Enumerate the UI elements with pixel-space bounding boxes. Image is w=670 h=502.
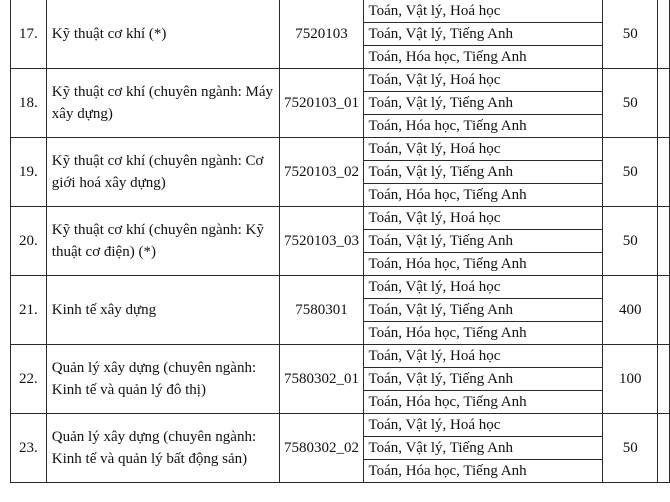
major-code: 7520103_01 bbox=[279, 69, 364, 138]
table-row bbox=[11, 0, 670, 23]
major-code: 7520103_02 bbox=[279, 138, 364, 207]
admission-quota: 50 bbox=[603, 69, 658, 138]
subject-combination: Toán, Hóa học, Tiếng Anh bbox=[364, 115, 603, 138]
admissions-table bbox=[10, 0, 670, 483]
admission-quota: 50 bbox=[603, 0, 658, 69]
empty-column-cell bbox=[658, 345, 670, 414]
subject-combination: Toán, Hóa học, Tiếng Anh bbox=[364, 253, 603, 276]
subject-combination: Toán, Vật lý, Hoá học bbox=[364, 69, 603, 92]
major-code: 7520103_03 bbox=[279, 207, 364, 276]
row-number: 18. bbox=[11, 69, 47, 138]
empty-column-cell bbox=[658, 0, 670, 69]
table-row bbox=[11, 69, 670, 92]
subject-combination: Toán, Hóa học, Tiếng Anh bbox=[364, 184, 603, 207]
subject-combination: Toán, Vật lý, Tiếng Anh bbox=[364, 299, 603, 322]
empty-column-cell bbox=[658, 414, 670, 483]
subject-combination: Toán, Vật lý, Hoá học bbox=[364, 138, 603, 161]
subject-combination: Toán, Hóa học, Tiếng Anh bbox=[364, 322, 603, 345]
subject-combination: Toán, Vật lý, Tiếng Anh bbox=[364, 23, 603, 46]
row-number: 20. bbox=[11, 207, 47, 276]
admission-quota: 100 bbox=[603, 345, 658, 414]
table-row bbox=[11, 414, 670, 437]
major-code: 7580302_02 bbox=[279, 414, 364, 483]
row-number: 22. bbox=[11, 345, 47, 414]
table-row bbox=[11, 276, 670, 299]
empty-column-cell bbox=[658, 276, 670, 345]
subject-combination: Toán, Vật lý, Hoá học bbox=[364, 414, 603, 437]
empty-column-cell bbox=[658, 138, 670, 207]
subject-combination: Toán, Hóa học, Tiếng Anh bbox=[364, 391, 603, 414]
subject-combination: Toán, Vật lý, Tiếng Anh bbox=[364, 437, 603, 460]
major-name: Quản lý xây dựng (chuyên ngành: Kinh tế và quản lý đô thị) bbox=[46, 345, 279, 414]
subject-combination: Toán, Vật lý, Tiếng Anh bbox=[364, 161, 603, 184]
empty-column-cell bbox=[658, 69, 670, 138]
subject-combination: Toán, Vật lý, Hoá học bbox=[364, 345, 603, 368]
table-row bbox=[11, 207, 670, 230]
subject-combination: Toán, Vật lý, Hoá học bbox=[364, 207, 603, 230]
empty-column-cell bbox=[658, 207, 670, 276]
row-number: 17. bbox=[11, 0, 47, 69]
major-name: Kỹ thuật cơ khí (chuyên ngành: Kỹ thuật cơ điện) (*) bbox=[46, 207, 279, 276]
table-row bbox=[11, 138, 670, 161]
major-name: Kỹ thuật cơ khí (*) bbox=[46, 0, 279, 69]
admission-quota: 400 bbox=[603, 276, 658, 345]
admission-quota: 50 bbox=[603, 207, 658, 276]
major-code: 7520103 bbox=[279, 0, 364, 69]
subject-combination: Toán, Vật lý, Hoá học bbox=[364, 276, 603, 299]
major-name: Quản lý xây dựng (chuyên ngành: Kinh tế và quản lý bất động sản) bbox=[46, 414, 279, 483]
major-name: Kỹ thuật cơ khí (chuyên ngành: Máy xây dựng) bbox=[46, 69, 279, 138]
subject-combination: Toán, Hóa học, Tiếng Anh bbox=[364, 460, 603, 483]
subject-combination: Toán, Vật lý, Tiếng Anh bbox=[364, 92, 603, 115]
subject-combination: Toán, Vật lý, Tiếng Anh bbox=[364, 368, 603, 391]
row-number: 23. bbox=[11, 414, 47, 483]
major-code: 7580302_01 bbox=[279, 345, 364, 414]
table-row bbox=[11, 345, 670, 368]
row-number: 21. bbox=[11, 276, 47, 345]
major-name: Kỹ thuật cơ khí (chuyên ngành: Cơ giới hoá xây dựng) bbox=[46, 138, 279, 207]
major-name: Kinh tế xây dựng bbox=[46, 276, 279, 345]
admission-quota: 50 bbox=[603, 138, 658, 207]
admission-quota: 50 bbox=[603, 414, 658, 483]
subject-combination: Toán, Vật lý, Tiếng Anh bbox=[364, 230, 603, 253]
major-code: 7580301 bbox=[279, 276, 364, 345]
subject-combination: Toán, Vật lý, Hoá học bbox=[364, 0, 603, 23]
subject-combination: Toán, Hóa học, Tiếng Anh bbox=[364, 46, 603, 69]
row-number: 19. bbox=[11, 138, 47, 207]
admissions-table-body bbox=[11, 0, 670, 483]
